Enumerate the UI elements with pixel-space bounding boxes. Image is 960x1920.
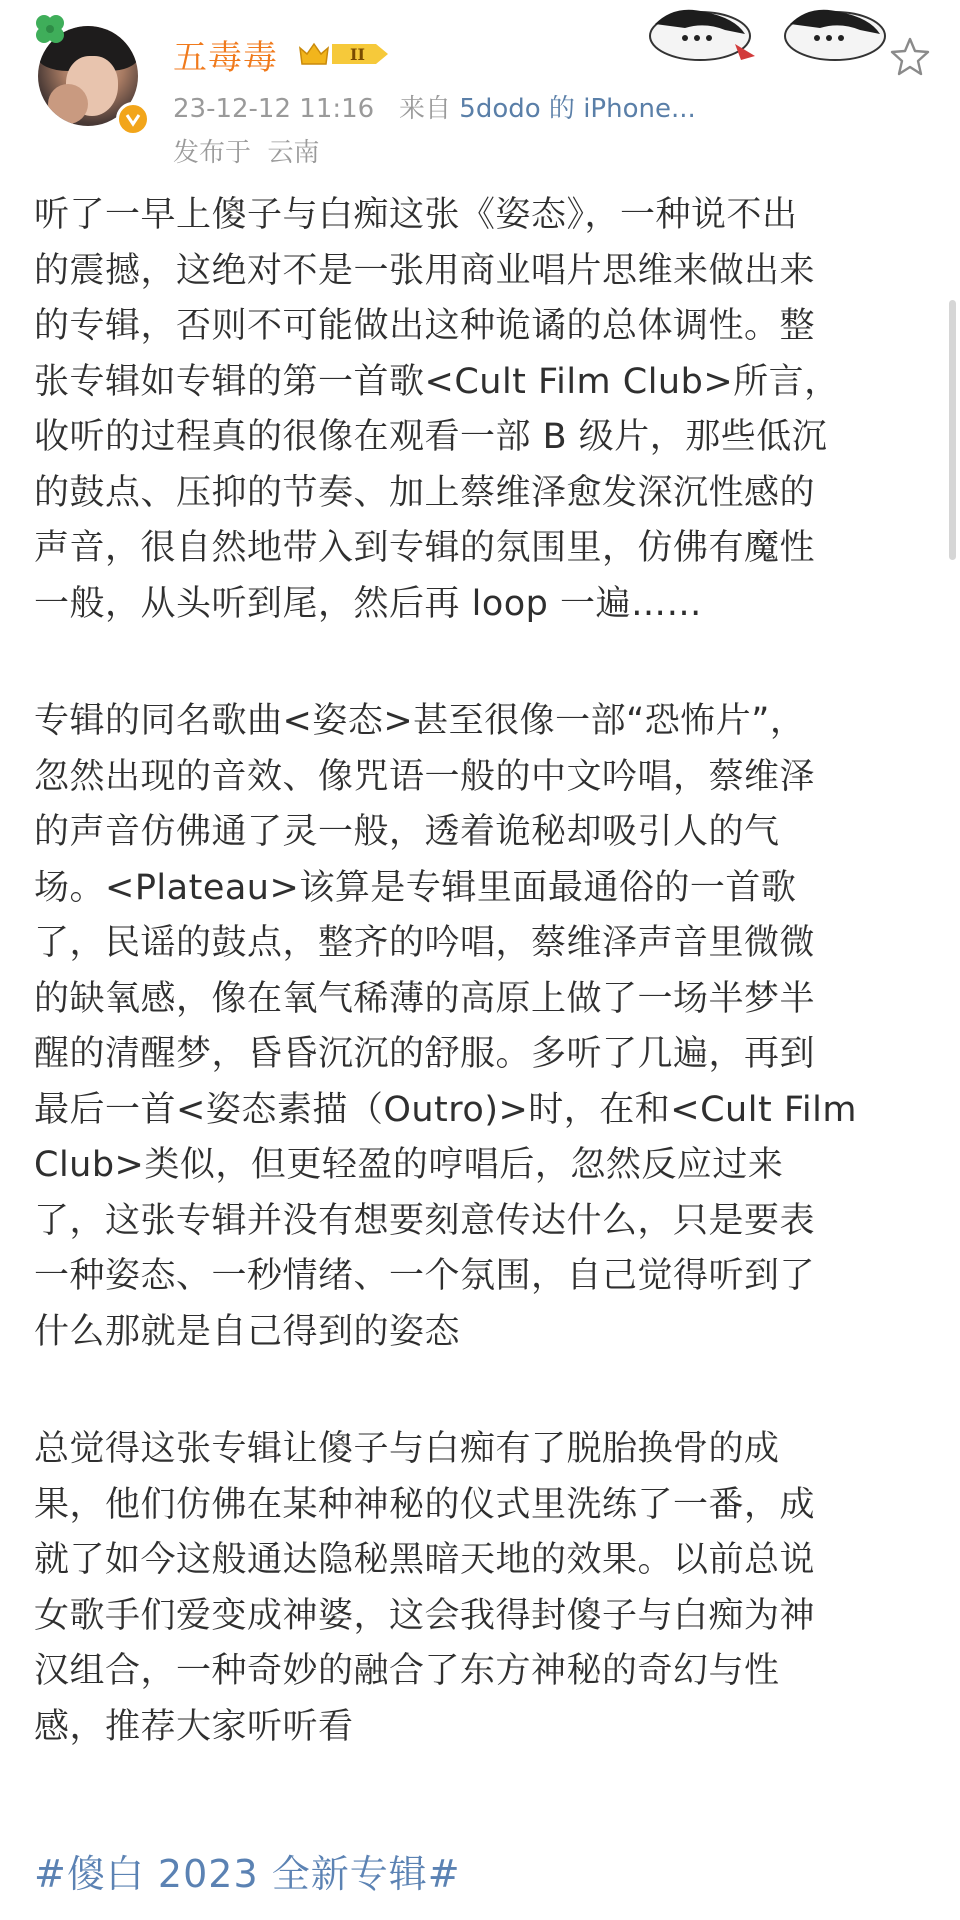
clover-icon	[32, 12, 68, 48]
text-line: 总觉得这张专辑让傻子与白痴有了脱胎换骨的成	[34, 1429, 780, 1469]
paragraph-1	[34, 188, 934, 632]
text-line: 的专辑，否则不可能做出这种诡谲的总体调性。整	[34, 306, 816, 346]
paragraph-2	[34, 694, 934, 1360]
source-prefix: 来自	[399, 94, 452, 124]
text-line: 的声音仿佛通了灵一般，透着诡秘却吸引人的气	[34, 812, 780, 852]
text-line: 忽然出现的音效、像咒语一般的中文吟唱，蔡维泽	[34, 756, 816, 797]
paragraph-3	[34, 1422, 934, 1755]
text-line: 了，民谣的鼓点，整齐的吟唱，蔡维泽声音里微微	[34, 923, 816, 963]
decoration-sticker-icon	[645, 4, 905, 68]
text-line: 一种姿态、一秒情绪、一个氛围，自己觉得听到了	[34, 1256, 816, 1296]
text-line: 最后一首<姿态素描（Outro)>时，在和<Cult Film	[34, 1089, 857, 1130]
text-line: 汉组合，一种奇妙的融合了东方神秘的奇幻与性	[34, 1651, 780, 1691]
favorite-star-icon[interactable]	[890, 36, 930, 76]
text-line: 的震撼，这绝对不是一张用商业唱片思维来做出来	[34, 250, 816, 291]
text-line: 什么那就是自己得到的姿态	[34, 1311, 461, 1352]
text-line: 张专辑如专辑的第一首歌<Cult Film Club>所言，	[34, 361, 840, 402]
text-line: 果，他们仿佛在某种神秘的仪式里洗练了一番，成	[34, 1484, 816, 1525]
text-line: 的缺氧感，像在氧气稀薄的高原上做了一场半梦半	[34, 978, 816, 1019]
scrollbar[interactable]	[949, 300, 956, 560]
text-line: 醒的清醒梦，昏昏沉沉的舒服。多听了几遍，再到	[34, 1034, 816, 1074]
text-line: 听了一早上傻子与白痴这张《姿态》，一种说不出	[34, 195, 798, 235]
text-line: 女歌手们爱变成神婆，这会我得封傻子与白痴为神	[34, 1595, 816, 1636]
text-line: 专辑的同名歌曲<姿态>甚至很像一部“恐怖片”，	[34, 701, 806, 741]
text-line: 感，推荐大家听听看	[34, 1706, 354, 1747]
post-source-link[interactable]: 5dodo 的 iPhone...	[459, 94, 696, 124]
level-text: II	[350, 45, 365, 64]
verified-badge-icon	[116, 102, 150, 136]
post-header	[0, 0, 960, 170]
username[interactable]: 五毒毒	[173, 38, 278, 78]
text-line: 就了如今这般通达隐秘黑暗天地的效果。以前总说	[34, 1540, 816, 1580]
text-line: 了，这张专辑并没有想要刻意传达什么，只是要表	[34, 1200, 816, 1241]
hashtag-link[interactable]: #傻白 2023 全新专辑#	[34, 1852, 461, 1896]
text-line: 场。<Plateau>该算是专辑里面最通俗的一首歌	[34, 867, 797, 908]
post-timestamp: 23-12-12 11:16	[173, 94, 375, 124]
text-line: Club>类似，但更轻盈的哼唱后，忽然反应过来	[34, 1145, 784, 1185]
location-prefix: 发布于	[173, 138, 252, 168]
text-line: 一般，从头听到尾，然后再 loop 一遍……	[34, 583, 703, 624]
post-location	[173, 132, 320, 169]
text-line: 收听的过程真的很像在观看一部 B 级片，那些低沉	[34, 417, 828, 457]
avatar[interactable]	[32, 12, 142, 130]
location-name: 云南	[267, 138, 320, 168]
text-line: 的鼓点、压抑的节奏、加上蔡维泽愈发深沉性感的	[34, 472, 816, 513]
level-crown-icon	[298, 38, 390, 70]
post-content	[34, 188, 934, 1817]
post-meta	[173, 88, 696, 125]
text-line: 声音，很自然地带入到专辑的氛围里，仿佛有魔性	[34, 528, 816, 568]
